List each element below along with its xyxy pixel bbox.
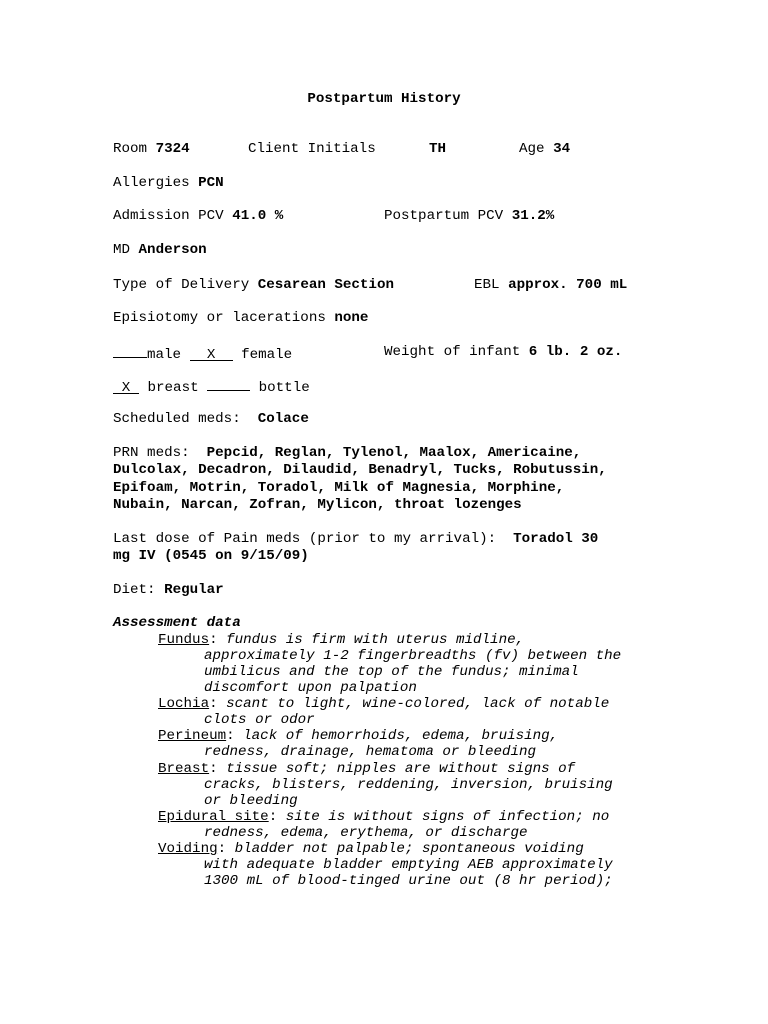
- client-initials-value-wrap: [429, 141, 446, 157]
- breast-mark: X: [113, 380, 139, 394]
- room-value: 7324: [155, 141, 190, 157]
- ebl-value: approx. 700 mL: [508, 277, 628, 293]
- allergies-label: Allergies: [113, 175, 190, 191]
- assessment-heading: Assessment data: [113, 615, 241, 631]
- postpartum-pcv-label: Postpartum PCV: [384, 208, 504, 224]
- voiding-text-1: bladder not palpable; spontaneous voiding: [234, 841, 584, 857]
- client-initials-field: [248, 141, 376, 157]
- perineum-text-2: redness, drainage, hematoma or bleeding: [204, 744, 537, 760]
- assessment-voiding: Voiding: bladder not palpable; spontaneous voiding: [158, 841, 584, 857]
- infant-weight-field: [384, 344, 622, 360]
- assessment-perineum: Perineum: lack of hemorrhoids, edema, bruising,: [158, 728, 559, 744]
- prn-meds-line-4: [113, 497, 522, 513]
- voiding-label: Voiding: [158, 841, 218, 857]
- breast-text-3: or bleeding: [204, 793, 298, 809]
- ebl-field: [474, 277, 627, 293]
- allergies-value: PCN: [198, 175, 224, 191]
- breast-assess-label: Breast: [158, 761, 210, 777]
- page-title: Postpartum History: [307, 91, 461, 107]
- perineum-text-1: lack of hemorrhoids, edema, bruising,: [243, 728, 559, 744]
- postpartum-pcv-value: 31.2%: [511, 208, 555, 224]
- female-mark: X: [190, 347, 233, 361]
- breast-text-1: tissue soft; nipples are without signs of: [226, 761, 576, 777]
- male-label: male: [147, 347, 182, 363]
- epidural-label: Epidural site: [158, 809, 269, 825]
- scheduled-meds-label: Scheduled meds:: [113, 411, 241, 427]
- fundus-text-2: approximately 1-2 fingerbreadths (fv) between the: [204, 648, 622, 664]
- assessment-epidural: Epidural site: site is without signs of infection; no: [158, 809, 610, 825]
- admission-pcv-value: 41.0 %: [232, 208, 284, 224]
- scheduled-meds-value: Colace: [257, 411, 309, 427]
- last-dose-value-2: mg IV (0545 on 9/15/09): [113, 548, 309, 564]
- room-field: [113, 141, 190, 157]
- prn-meds-label: PRN meds:: [113, 445, 190, 461]
- fundus-text-1: fundus is firm with uterus midline,: [226, 632, 525, 648]
- delivery-value: Cesarean Section: [257, 277, 394, 293]
- postpartum-pcv-field: [384, 208, 554, 224]
- md-value: Anderson: [138, 242, 207, 258]
- female-label: female: [241, 347, 293, 363]
- md-field: [113, 242, 207, 258]
- lochia-label: Lochia: [158, 696, 210, 712]
- prn-meds-line-2: [113, 462, 607, 478]
- allergies-field: [113, 175, 224, 191]
- prn-meds-line-3: [113, 480, 564, 496]
- lochia-text-2: clots or odor: [204, 712, 315, 728]
- voiding-text-3: 1300 mL of blood-tinged urine out (8 hr period);: [204, 873, 613, 889]
- last-dose-line-2: [113, 548, 309, 564]
- bottle-blank: [207, 377, 250, 391]
- weight-value: 6 lb. 2 oz.: [528, 344, 623, 360]
- bottle-label: bottle: [258, 380, 310, 396]
- voiding-text-2: with adequate bladder emptying AEB approximately: [204, 857, 613, 873]
- fundus-text-3: umbilicus and the top of the fundus; minimal: [204, 664, 579, 680]
- epidural-text-1: site is without signs of infection; no: [285, 809, 610, 825]
- assessment-fundus: Fundus: fundus is firm with uterus midline,: [158, 632, 525, 648]
- epidural-text-2: redness, edema, erythema, or discharge: [204, 825, 528, 841]
- fundus-label: Fundus: [158, 632, 210, 648]
- client-initials-label: Client Initials: [248, 141, 376, 157]
- assessment-breast: Breast: tissue soft; nipples are without signs of: [158, 761, 576, 777]
- md-label: MD: [113, 242, 131, 258]
- delivery-label: Type of Delivery: [113, 277, 250, 293]
- fundus-text-4: discomfort upon palpation: [204, 680, 417, 696]
- episiotomy-field: [113, 310, 368, 326]
- last-dose-value-1: Toradol 30: [513, 531, 599, 547]
- male-blank: [113, 344, 147, 358]
- room-label: Room: [113, 141, 148, 157]
- prn-meds-value-3: Epifoam, Motrin, Toradol, Milk of Magnesia, Morphine,: [113, 480, 565, 496]
- client-initials-value: TH: [429, 141, 447, 157]
- infant-sex-field: [113, 344, 292, 363]
- diet-field: [113, 582, 224, 598]
- scheduled-meds-field: [113, 411, 309, 427]
- breast-label: breast: [147, 380, 199, 396]
- age-label: Age: [519, 141, 545, 157]
- assessment-lochia: Lochia: scant to light, wine-colored, lack of notable: [158, 696, 610, 712]
- last-dose-label: Last dose of Pain meds (prior to my arrival):: [113, 531, 497, 547]
- diet-label: Diet:: [113, 582, 156, 598]
- episiotomy-label: Episiotomy or lacerations: [113, 310, 326, 326]
- weight-label: Weight of infant: [384, 344, 521, 360]
- breast-text-2: cracks, blisters, reddening, inversion, bruising: [204, 777, 613, 793]
- diet-value: Regular: [164, 582, 224, 598]
- admission-pcv-label: Admission PCV: [113, 208, 224, 224]
- age-field: [519, 141, 570, 157]
- prn-meds-value-2: Dulcolax, Decadron, Dilaudid, Benadryl, Tucks, Robutussin,: [113, 462, 607, 478]
- feeding-field: [113, 377, 310, 396]
- prn-meds-value-4: Nubain, Narcan, Zofran, Mylicon, throat lozenges: [113, 497, 522, 513]
- prn-meds-line-1: [113, 445, 581, 461]
- delivery-field: [113, 277, 394, 293]
- prn-meds-value-1: Pepcid, Reglan, Tylenol, Maalox, Americaine,: [206, 445, 582, 461]
- perineum-label: Perineum: [158, 728, 227, 744]
- age-value: 34: [553, 141, 571, 157]
- lochia-text-1: scant to light, wine-colored, lack of notable: [226, 696, 610, 712]
- ebl-label: EBL: [474, 277, 500, 293]
- episiotomy-value: none: [334, 310, 369, 326]
- admission-pcv-field: [113, 208, 283, 224]
- last-dose-line-1: [113, 531, 598, 547]
